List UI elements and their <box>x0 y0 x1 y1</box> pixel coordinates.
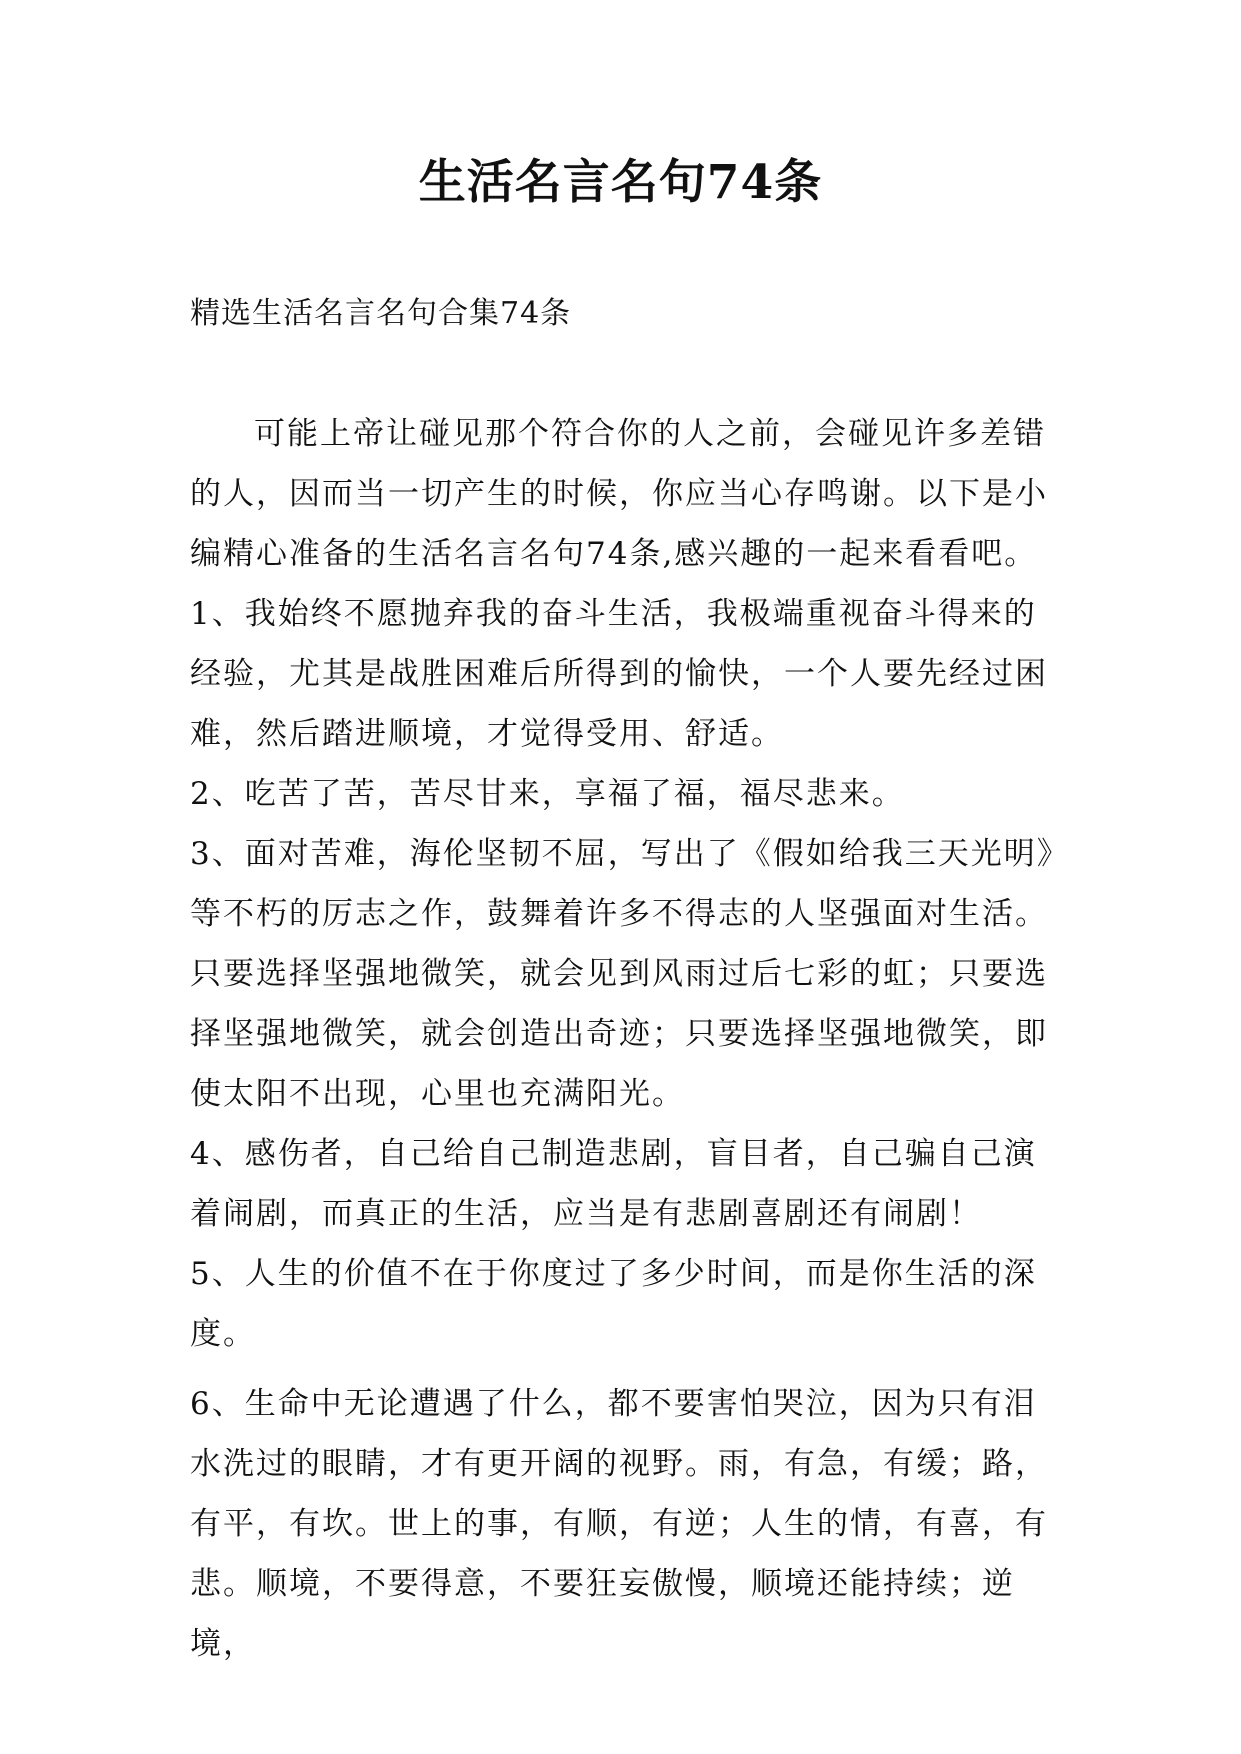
body-text <box>190 404 1060 1674</box>
page-title: 生活名言名句74条 <box>418 155 823 210</box>
quote-item-5: 5、人生的价值不在于你度过了多少时间，而是你生活的深度。 <box>190 1256 1037 1352</box>
quote-item-4: 4、感伤者，自己给自己制造悲剧，盲目者，自己骗自己演着闹剧，而真正的生活，应当是有悲剧喜剧还有闹剧！ <box>190 1136 1037 1232</box>
intro-paragraph: 可能上帝让碰见那个符合你的人之前，会碰见许多差错的人，因而当一切产生的时候，你应当心存鸣谢。以下是小编精心准备的生活名言名句74条,感兴趣的一起来看看吧。 <box>190 416 1048 572</box>
quote-item-2: 2、吃苦了苦，苦尽甘来，享福了福，福尽悲来。 <box>190 776 905 812</box>
quote-item-1: 1、我始终不愿抛弃我的奋斗生活，我极端重视奋斗得来的经验，尤其是战胜困难后所得到的愉快，一个人要先经过困难，然后踏进顺境，才觉得受用、舒适。 <box>190 596 1048 752</box>
subtitle: 精选生活名言名句合集74条 <box>190 296 572 331</box>
quote-item-3: 3、面对苦难，海伦坚韧不屈，写出了《假如给我三天光明》等不朽的厉志之作，鼓舞着许多不得志的人坚强面对生活。只要选择坚强地微笑，就会见到风雨过后七彩的虹；只要选择坚强地微笑，就会创造出奇迹；只要选择坚强地微笑，即使太阳不出现，心里也充满阳光。 <box>190 836 1055 1112</box>
quote-item-6: 6、生命中无论遭遇了什么，都不要害怕哭泣，因为只有泪水洗过的眼睛，才有更开阔的视野。雨，有急，有缓；路，有平，有坎。世上的事，有顺，有逆；人生的情，有喜，有悲。顺境，不要得意，不要狂妄傲慢，顺境还能持续；逆境， <box>190 1386 1048 1662</box>
